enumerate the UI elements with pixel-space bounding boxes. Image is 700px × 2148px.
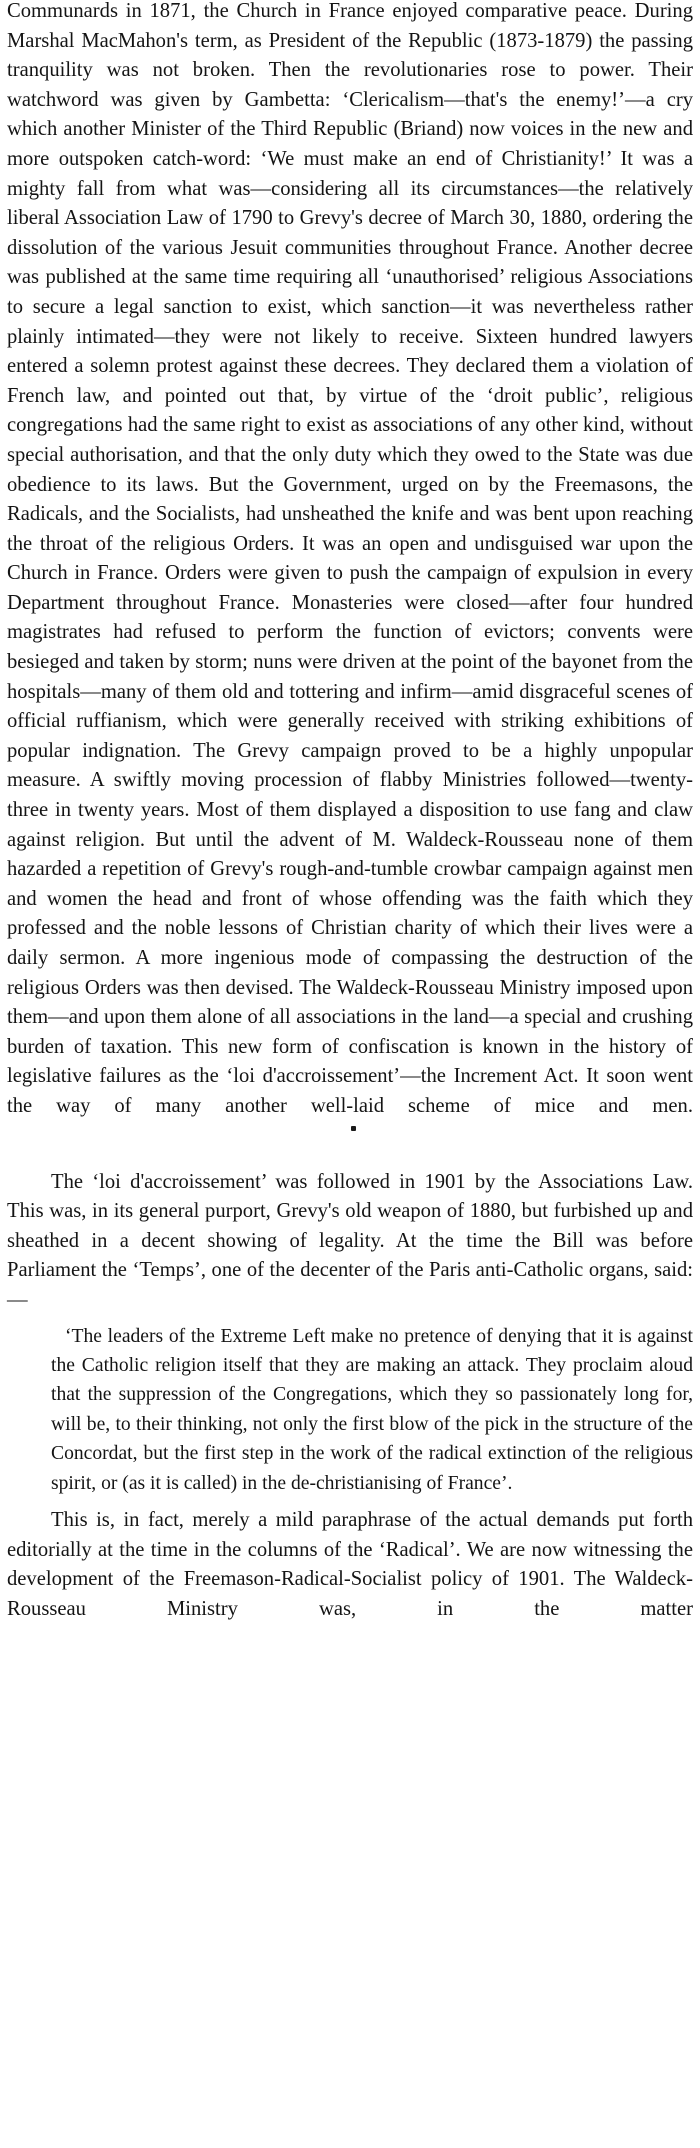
article-column: [7, 0, 693, 1624]
article-paragraph-1: Communards in 1871, the Church in France enjoyed comparative peace. During Marshal MacMahon's term, as President of the Republic (1873-1879) the passing tranquility was not broken. Then the revolutionaries rose to power. Their watchword was given by Gambetta: ‘Clericalism—that's the enemy!’—a cry which another Minister of the Third Republic (Briand) now voices in the new and more outspoken catch-word: ‘We must make an end of Christianity!’ It was a mighty fall from what was—considering all its circumstances—the relatively liberal Association Law of 1790 to Grevy's decree of March 30, 1880, ordering the dissolution of the various Jesuit communities throughout France. Another decree was published at the same time requiring all ‘unauthorised’ religious Associations to secure a legal sanction to exist, which sanction—it was nevertheless rather plainly intimated—they were not likely to receive. Sixteen hundred lawyers entered a solemn protest against these decrees. They declared them a violation of French law, and pointed out that, by virtue of the ‘droit public’, religious congregations had the same right to exist as associations of any other kind, without special authorisation, and that the only duty which they owed to the State was due obedience to its laws. But the Government, urged on by the Freemasons, the Radicals, and the Socialists, had unsheathed the knife and was bent upon reaching the throat of the religious Orders. It was an open and undisguised war upon the Church in France. Orders were given to push the campaign of expulsion in every Department throughout France. Monasteries were closed—after four hundred magistrates had refused to perform the function of evictors; convents were besieged and taken by storm; nuns were driven at the point of the bayonet from the hospitals—many of them old and tottering and infirm—amid disgraceful scenes of official ruffianism, which were generally received with striking exhibitions of popular indignation. The Grevy campaign proved to be a highly unpopular measure. A swiftly moving procession of flabby Ministries followed—twenty-three in twenty years. Most of them displayed a disposition to use fang and claw against religion. But until the advent of M. Waldeck-Rousseau none of them hazarded a repetition of Grevy's rough-and-tumble crowbar campaign against men and women the head and front of whose offending was the faith which they professed and the noble lessons of Christian charity of which their lives were a daily sermon. A more ingenious mode of compassing the destruction of the religious Orders was then devised. The Waldeck-Rousseau Ministry imposed upon them—and upon them alone of all associations in the land—a special and crushing burden of taxation. This new form of confiscation is known in the history of legislative failures as the ‘loi d'accroissement’—the Increment Act. It soon went the way of many another well-laid scheme of mice and men.: [7, 0, 693, 1117]
article-paragraph-2: The ‘loi d'accroissement’ was followed in 1901 by the Associations Law. This was, in its general purport, Grevy's old weapon of 1880, but furbished up and sheathed in a decent showing of legality. At the time the Bill was before Parliament the ‘Temps’, one of the decenter of the Paris anti-Catholic organs, said:—: [7, 1170, 693, 1311]
section-separator: [7, 1122, 693, 1168]
separator-mark: [351, 1126, 356, 1131]
article-paragraph-3: This is, in fact, merely a mild paraphrase of the actual demands put forth editorially at the time in the columns of the ‘Radical’. We are now witnessing the development of the Freemason-Radical-Socialist policy of 1901. The Waldeck-Rousseau Ministry was, in the matter: [7, 1508, 693, 1620]
block-quote: ‘The leaders of the Extreme Left make no pretence of denying that it is against the Catholic religion itself that they are making an attack. They proclaim aloud that the suppression of the Congregations, which they so passionately long for, will be, to their thinking, not only the first blow of the pick in the structure of the Concordat, but the first step in the work of the radical extinction of the religious spirit, or (as it is called) in the de-christianising of France’.: [51, 1325, 693, 1494]
